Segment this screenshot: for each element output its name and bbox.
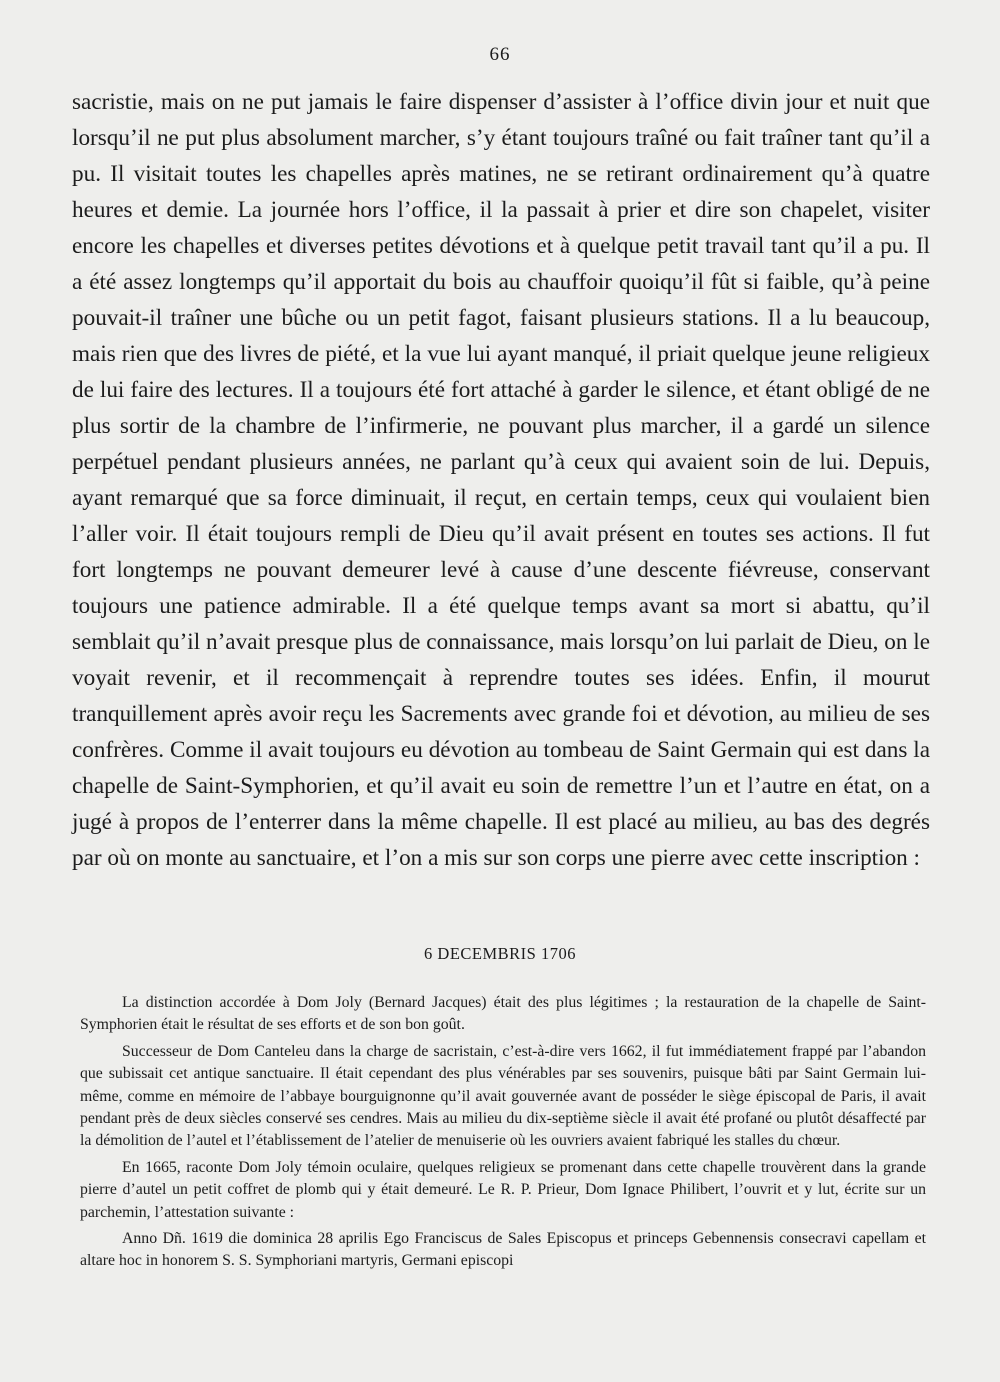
note-paragraph-latin: Anno Dñ. 1619 die dominica 28 aprilis Ego Franciscus de Sales Episcopus et princeps Gebennensis consecravi capellam et altare hoc in honorem S. S. Symphoriani martyris, Germani episcopi	[80, 1230, 926, 1270]
main-paragraph: sacristie, mais on ne put jamais le faire dispenser d’assister à l’office divin jour et nuit que lorsqu’il ne put plus absolument marcher, s’y étant toujours traîné ou fait traîner tant qu’il a pu. Il visitait toutes les chapelles après matines, ne se retirant ordinairement qu’à quatre heures et demie. La journée hors l’office, il la passait à prier et dire son chapelet, visiter encore les chapelles et diverses petites dévotions et à quelque petit travail tant qu’il a pu. Il a été assez longtemps qu’il apportait du bois au chauffoir quoiqu’il fût si faible, qu’à peine pouvait-il traîner une bûche ou un petit fagot, faisant plusieurs stations. Il a lu beaucoup, mais rien que des livres de piété, et la vue lui ayant manqué, il priait quelque jeune religieux de lui faire des lectures. Il a toujours été fort attaché à garder le silence, et étant obligé de ne plus sortir de la chambre de l’infirmerie, ne pouvant plus marcher, il a gardé un silence perpétuel pendant plusieurs années, ne parlant qu’à ceux qui avaient soin de lui. Depuis, ayant remarqué que sa force diminuait, il reçut, en certain temps, ceux qui voulaient bien l’aller voir. Il était toujours rempli de Dieu qu’il avait présent en toutes ses actions. Il fut fort longtemps ne pouvant demeurer levé à cause d’une descente fiévreuse, conservant toujours une patience admirable. Il a été quelque temps avant sa mort si abattu, qu’il semblait qu’il n’avait presque plus de connaissance, mais lorsqu’on lui parlait de Dieu, on le voyait revenir, et il recommençait à reprendre toutes ses idées. Enfin, il mourut tranquillement après avoir reçu les Sacrements avec grande foi et dévotion, au milieu de ses confrères. Comme il avait toujours eu dévotion au tombeau de Saint Germain qui est dans la chapelle de Saint-Symphorien, et qu’il avait eu soin de remettre l’un et l’autre en état, on a jugé à propos de l’enterrer dans la même chapelle. Il est placé au milieu, au bas des degrés par où on monte au sanctuaire, et l’on a mis sur son corps une pierre avec cette inscription :	[72, 89, 930, 871]
inscription-heading: 6 DECEMBRIS 1706	[424, 944, 576, 963]
note-paragraph: Successeur de Dom Canteleu dans la charge de sacristain, c’est-à-dire vers 1662, il fut immédiatement frappé par l’abandon que subissait cet antique sanctuaire. Il était cependant des plus vénérables par ses souvenirs, puisque bâti par Saint Germain lui-même, comme en mémoire de l’abbaye bourguignonne qu’il avait gouvernée avant de posséder le siège épiscopal de Paris, il avait pendant près de deux siècles conservé ses cendres. Mais au milieu du dix-septième siècle il avait été profané ou plutôt désaffecté par la démolition de l’autel et l’établissement de l’atelier de menuiserie où les ouvriers avaient fabriqué les stalles du chœur.	[80, 1042, 926, 1150]
note-paragraph: La distinction accordée à Dom Joly (Bernard Jacques) était des plus légitimes ; la restauration de la chapelle de Saint-Symphorien était le résultat de ses efforts et de son bon goût.	[80, 994, 926, 1034]
note-paragraph: En 1665, raconte Dom Joly témoin oculaire, quelques religieux se promenant dans cette chapelle trouvèrent dans la grande pierre d’autel un petit coffret de plomb qui y était demeuré. Le R. P. Prieur, Dom Ignace Philibert, l’ouvrit et y lut, écrite sur un parchemin, l’attestation suivante :	[80, 1158, 926, 1221]
main-text	[72, 84, 930, 876]
notes-section	[80, 992, 926, 1273]
page-number: 66	[489, 44, 511, 65]
